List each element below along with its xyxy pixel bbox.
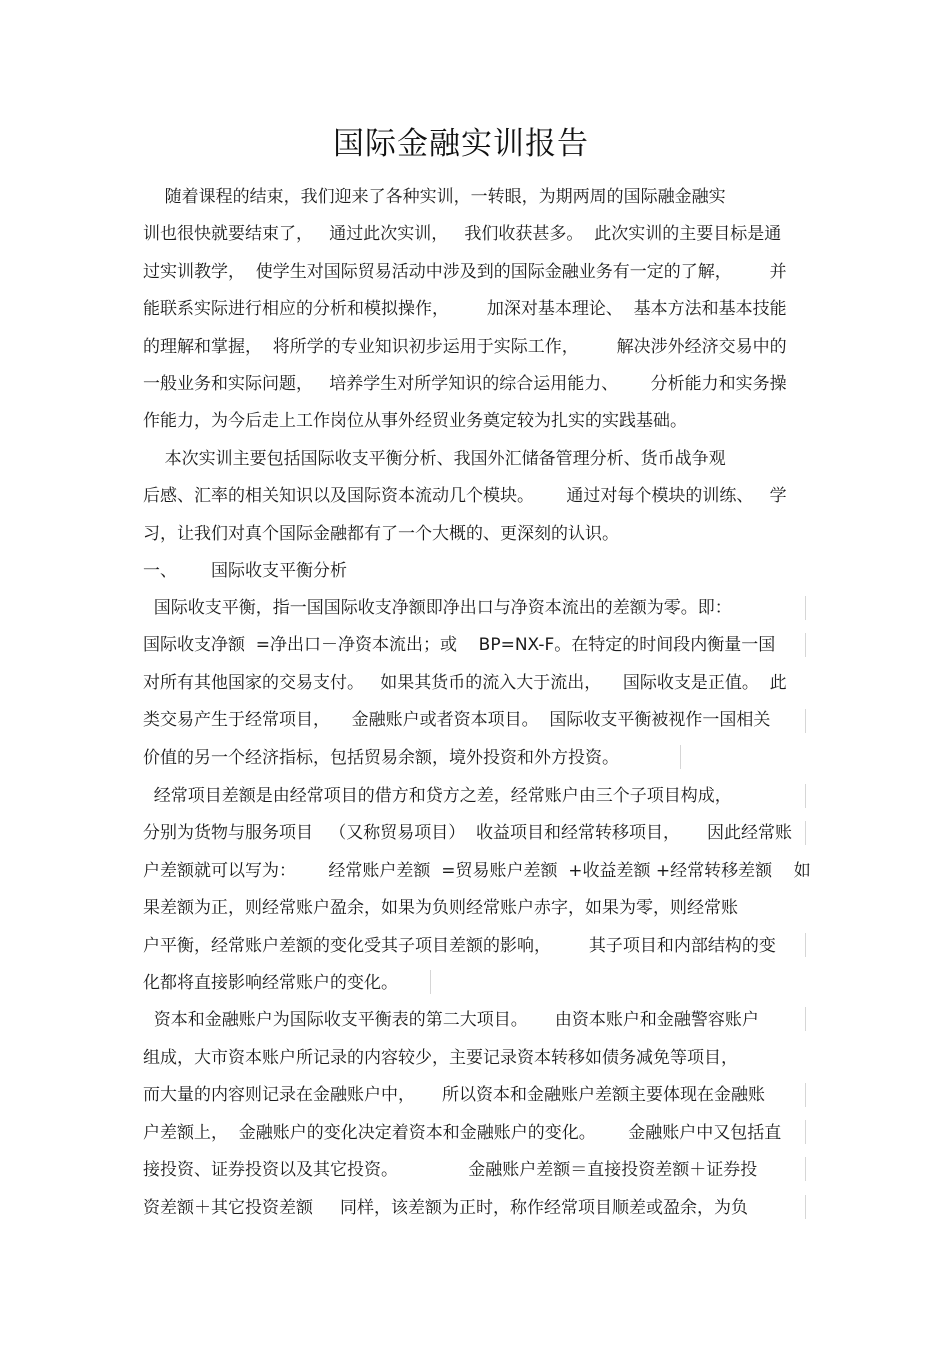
margin-rule — [680, 745, 681, 769]
margin-rule — [805, 709, 806, 733]
paragraph-line: 化都将直接影响经常账户的变化。 — [143, 973, 398, 993]
paragraph-line: 一般业务和实际问题， 培养学生对所学知识的综合运用能力、 分析能力和实务操 — [143, 374, 787, 394]
section-number: 一、 — [143, 561, 177, 581]
paragraph-line: 资差额＋其它投资差额 同样，该差额为正时，称作经常项目顺差或盈余，为负 — [143, 1198, 749, 1218]
paragraph-line: 过实训教学， 使学生对国际贸易活动中涉及到的国际金融业务有一定的了解， 并 — [143, 262, 787, 282]
paragraph-line: 资本和金融账户为国际收支平衡表的第二大项目。 由资本账户和金融警容账户 — [143, 1010, 759, 1030]
margin-rule — [805, 821, 806, 845]
margin-rule — [430, 970, 431, 994]
paragraph-line: 接投资、证券投资以及其它投资。 金融账户差额＝直接投资差额＋证券投 — [143, 1160, 758, 1180]
paragraph-line: 对所有其他国家的交易支付。 如果其货币的流入大于流出， 国际收支是正值。 此 — [143, 673, 787, 693]
paragraph-line: 户差额就可以写为： 经常账户差额 =贸易账户差额 +收益差额 +经常转移差额 如 — [143, 861, 811, 881]
margin-rule — [805, 1157, 806, 1181]
margin-rule — [805, 1083, 806, 1107]
margin-rule — [805, 596, 806, 620]
paragraph-line: 后感、汇率的相关知识以及国际资本流动几个模块。 通过对每个模块的训练、 学 — [143, 486, 787, 506]
paragraph-line: 随着课程的结束，我们迎来了各种实训，一转眼，为期两周的国际融金融实 — [143, 187, 726, 207]
paragraph-line: 经常项目差额是由经常项目的借方和贷方之差，经常账户由三个子项目构成， — [143, 786, 732, 806]
section-title: 国际收支平衡分析 — [211, 561, 347, 581]
margin-rule — [805, 933, 806, 957]
document-title: 国际金融实训报告 — [333, 126, 589, 162]
margin-rule — [805, 784, 806, 808]
paragraph-line: 户平衡，经常账户差额的变化受其子项目差额的影响， 其子项目和内部结构的变 — [143, 936, 776, 956]
margin-rule — [805, 1195, 806, 1219]
margin-rule — [805, 1120, 806, 1144]
section-heading-1 — [143, 560, 347, 582]
paragraph-line: 国际收支平衡，指一国国际收支净额即净出口与净资本流出的差额为零。即： — [143, 598, 732, 618]
margin-rule — [805, 1007, 806, 1031]
paragraph-line: 类交易产生于经常项目， 金融账户或者资本项目。 国际收支平衡被视作一国相关 — [143, 710, 771, 730]
paragraph-line: 果差额为正，则经常账户盈余，如果为负则经常账户赤字，如果为零，则经常账 — [143, 898, 738, 918]
paragraph-line: 分别为货物与服务项目 （又称贸易项目） 收益项目和经常转移项目， 因此经常账 — [143, 823, 793, 843]
paragraph-line: 户差额上， 金融账户的变化决定着资本和金融账户的变化。 金融账户中又包括直 — [143, 1123, 782, 1143]
paragraph-line: 的理解和掌握， 将所学的专业知识初步运用于实际工作， 解决涉外经济交易中的 — [143, 337, 787, 357]
paragraph-line: 习，让我们对真个国际金融都有了一个大概的、更深刻的认识。 — [143, 524, 619, 544]
paragraph-line: 作能力，为今后走上工作岗位从事外经贸业务奠定较为扎实的实践基础。 — [143, 411, 687, 431]
paragraph-line: 国际收支净额 =净出口－净资本流出；或 BP=NX-F。在特定的时间段内衡量一国 — [143, 635, 776, 655]
paragraph-line: 而大量的内容则记录在金融账户中， 所以资本和金融账户差额主要体现在金融账 — [143, 1085, 766, 1105]
paragraph-line: 组成，大市资本账户所记录的内容较少，主要记录资本转移如债务减免等项目， — [143, 1048, 738, 1068]
paragraph-line: 训也很快就要结束了， 通过此次实训， 我们收获甚多。 此次实训的主要目标是通 — [143, 224, 782, 244]
margin-rule — [805, 633, 806, 657]
paragraph-line: 本次实训主要包括国际收支平衡分析、我国外汇储备管理分析、货币战争观 — [143, 449, 726, 469]
paragraph-line: 价值的另一个经济指标，包括贸易余额，境外投资和外方投资。 — [143, 748, 619, 768]
paragraph-line: 能联系实际进行相应的分析和模拟操作， 加深对基本理论、 基本方法和基本技能 — [143, 299, 787, 319]
